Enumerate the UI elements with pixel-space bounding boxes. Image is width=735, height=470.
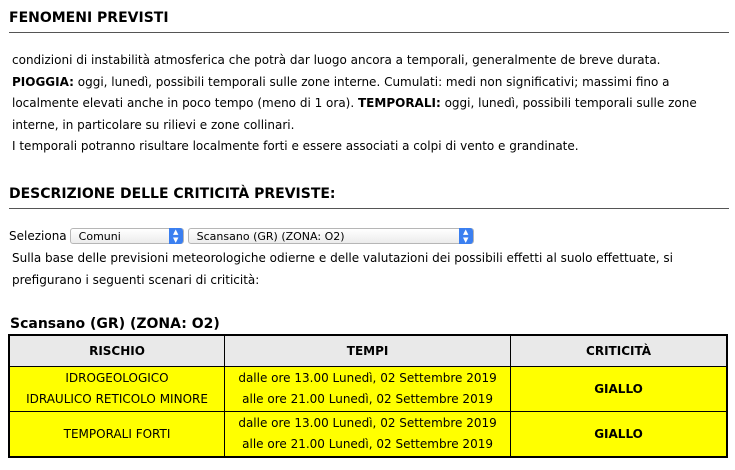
fenomeni-title: FENOMENI PREVISTI [9, 10, 729, 33]
fenomeni-line-last: I temporali potranno risultare localmente forti e essere associati a colpi di vento e grandinate. [12, 139, 579, 153]
table-header-row [9, 335, 727, 367]
place-select[interactable] [188, 228, 474, 244]
rischio-line: IDROGEOLOGICO [65, 371, 169, 385]
descrizione-title: DESCRIZIONE DELLE CRITICITÀ PREVISTE: [9, 186, 729, 209]
select-row [9, 228, 474, 244]
header-rischio: RISCHIO [9, 335, 225, 367]
fenomeni-line1: condizioni di instabilità atmosferica che potrà dar luogo ancora a temporali, generalmente de breve durata. [12, 53, 661, 67]
tempi-cell [225, 412, 511, 458]
type-select-value: Comuni [78, 230, 121, 243]
zone-title: Scansano (GR) (ZONA: O2) [10, 316, 220, 332]
tempo-start: dalle ore 13.00 Lunedì, 02 Settembre 2019 [238, 371, 497, 385]
tempi-cell [225, 367, 511, 412]
table-row [9, 412, 727, 458]
type-select[interactable] [70, 228, 184, 244]
tempo-start: dalle ore 13.00 Lunedì, 02 Settembre 2019 [238, 416, 497, 430]
rischio-line: IDRAULICO RETICOLO MINORE [26, 392, 208, 406]
tempo-end: alle ore 21.00 Lunedì, 02 Settembre 2019 [242, 392, 493, 406]
temporali-label: TEMPORALI: [358, 96, 441, 110]
criticita-cell: GIALLO [511, 412, 727, 458]
seleziona-label: Seleziona [9, 229, 67, 243]
criticita-table [8, 334, 728, 458]
header-tempi: TEMPI [225, 335, 511, 367]
select-arrows-icon: ▲ ▼ [169, 228, 183, 244]
descrizione-intro: Sulla base delle previsioni meteorologiche odierne e delle valutazioni dei possibili effetti al suolo effettuate, si prefigurano i seguenti scenari di criticità: [12, 251, 673, 287]
rischio-cell [9, 367, 225, 412]
fenomeni-text [12, 50, 727, 158]
place-select-value: Scansano (GR) (ZONA: O2) [196, 230, 345, 243]
rischio-cell: TEMPORALI FORTI [9, 412, 225, 458]
tempo-end: alle ore 21.00 Lunedì, 02 Settembre 2019 [242, 437, 493, 451]
criticita-cell: GIALLO [511, 367, 727, 412]
table-row [9, 367, 727, 412]
header-criticita: CRITICITÀ [511, 335, 727, 367]
select-arrows-icon: ▲ ▼ [459, 228, 473, 244]
pioggia-label: PIOGGIA: [12, 74, 74, 89]
pioggia-text: oggi, lunedì, possibili temporali sulle zone interne. Cumulati: medi non significativi; massimi fino a localmente elevati anche in poco tempo (meno di 1 ora). [12, 74, 670, 110]
fenomeni-pioggia [12, 72, 727, 137]
temporali-text: oggi, lunedì, possibili temporali sulle zone interne, in particolare su rilievi e zone collinari. [12, 96, 697, 132]
